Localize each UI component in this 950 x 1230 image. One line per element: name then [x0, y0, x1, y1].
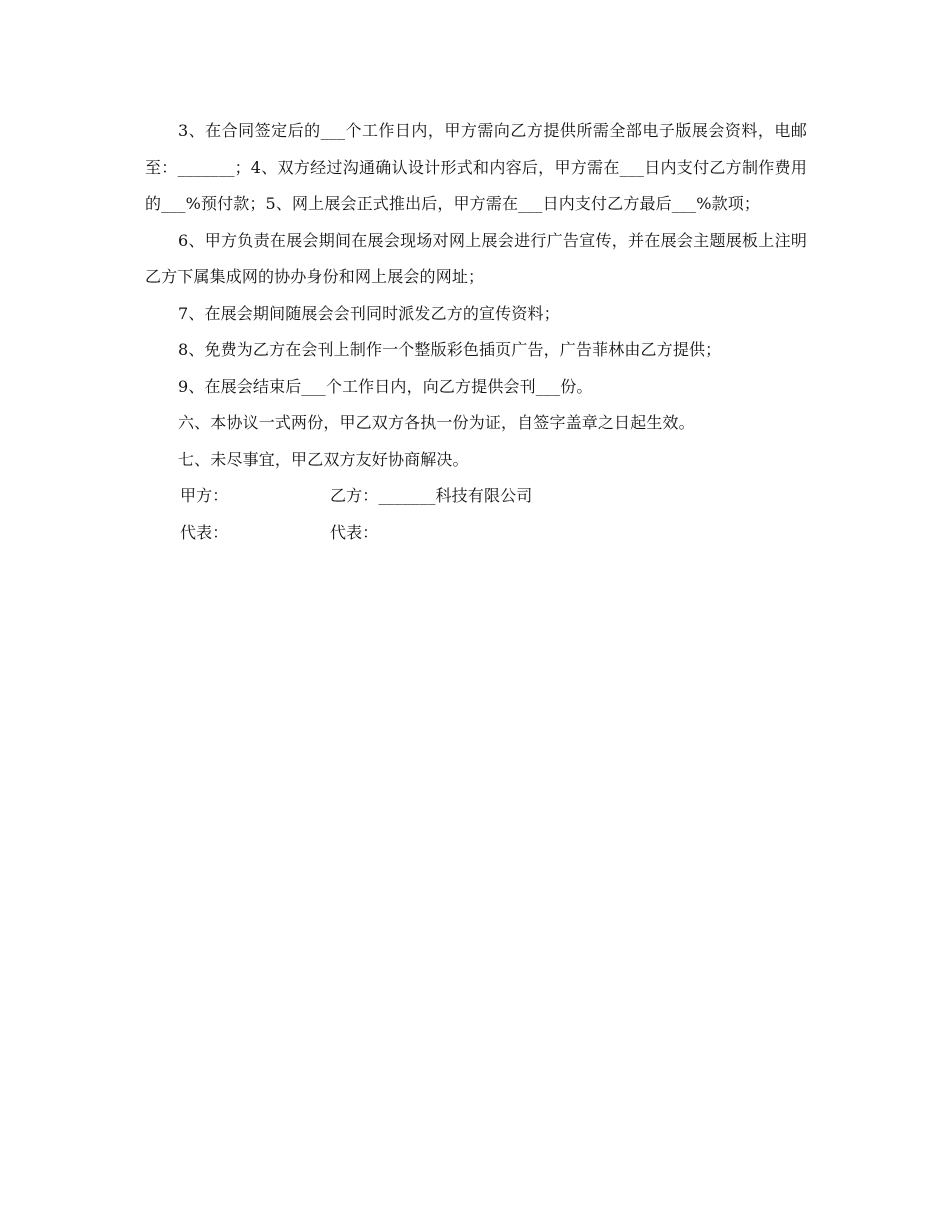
document-body — [145, 113, 807, 551]
clause-3-5-paragraph: 3、在合同签定后的___个工作日内，甲方需向乙方提供所需全部电子版展会资料，电邮至：_______；4、双方经过沟通确认设计形式和内容后，甲方需在___日内支付乙方制作费用的___%预付款；5、网上展会正式推出后，甲方需在___日内支付乙方最后___%款项； — [145, 121, 807, 213]
representative-a-label: 代表： — [180, 522, 229, 542]
section-7-paragraph: 七、未尽事宜，甲乙双方友好协商解决。 — [178, 449, 469, 469]
signature-parties-row — [145, 478, 807, 515]
clause-9-paragraph: 9、在展会结束后___个工作日内，向乙方提供会刊___份。 — [178, 376, 593, 396]
clause-8-paragraph: 8、免费为乙方在会刊上制作一个整版彩色插页广告，广告菲林由乙方提供； — [178, 340, 722, 359]
party-a-label: 甲方： — [180, 486, 229, 505]
party-b-label: 乙方：_______科技有限公司 — [330, 486, 533, 505]
clause-6-paragraph: 6、甲方负责在展会期间在展会现场对网上展会进行广告宣传，并在展会主题展板上注明乙方下属集成网的协办身份和网上展会的网址； — [145, 230, 807, 286]
section-6-paragraph: 六、本协议一式两份，甲乙双方各执一份为证，自签字盖章之日起生效。 — [178, 413, 695, 432]
clause-7-paragraph: 7、在展会期间随展会会刊同时派发乙方的宣传资料； — [178, 303, 560, 323]
representative-b-label: 代表： — [330, 522, 379, 542]
signature-representatives-row — [145, 515, 807, 552]
